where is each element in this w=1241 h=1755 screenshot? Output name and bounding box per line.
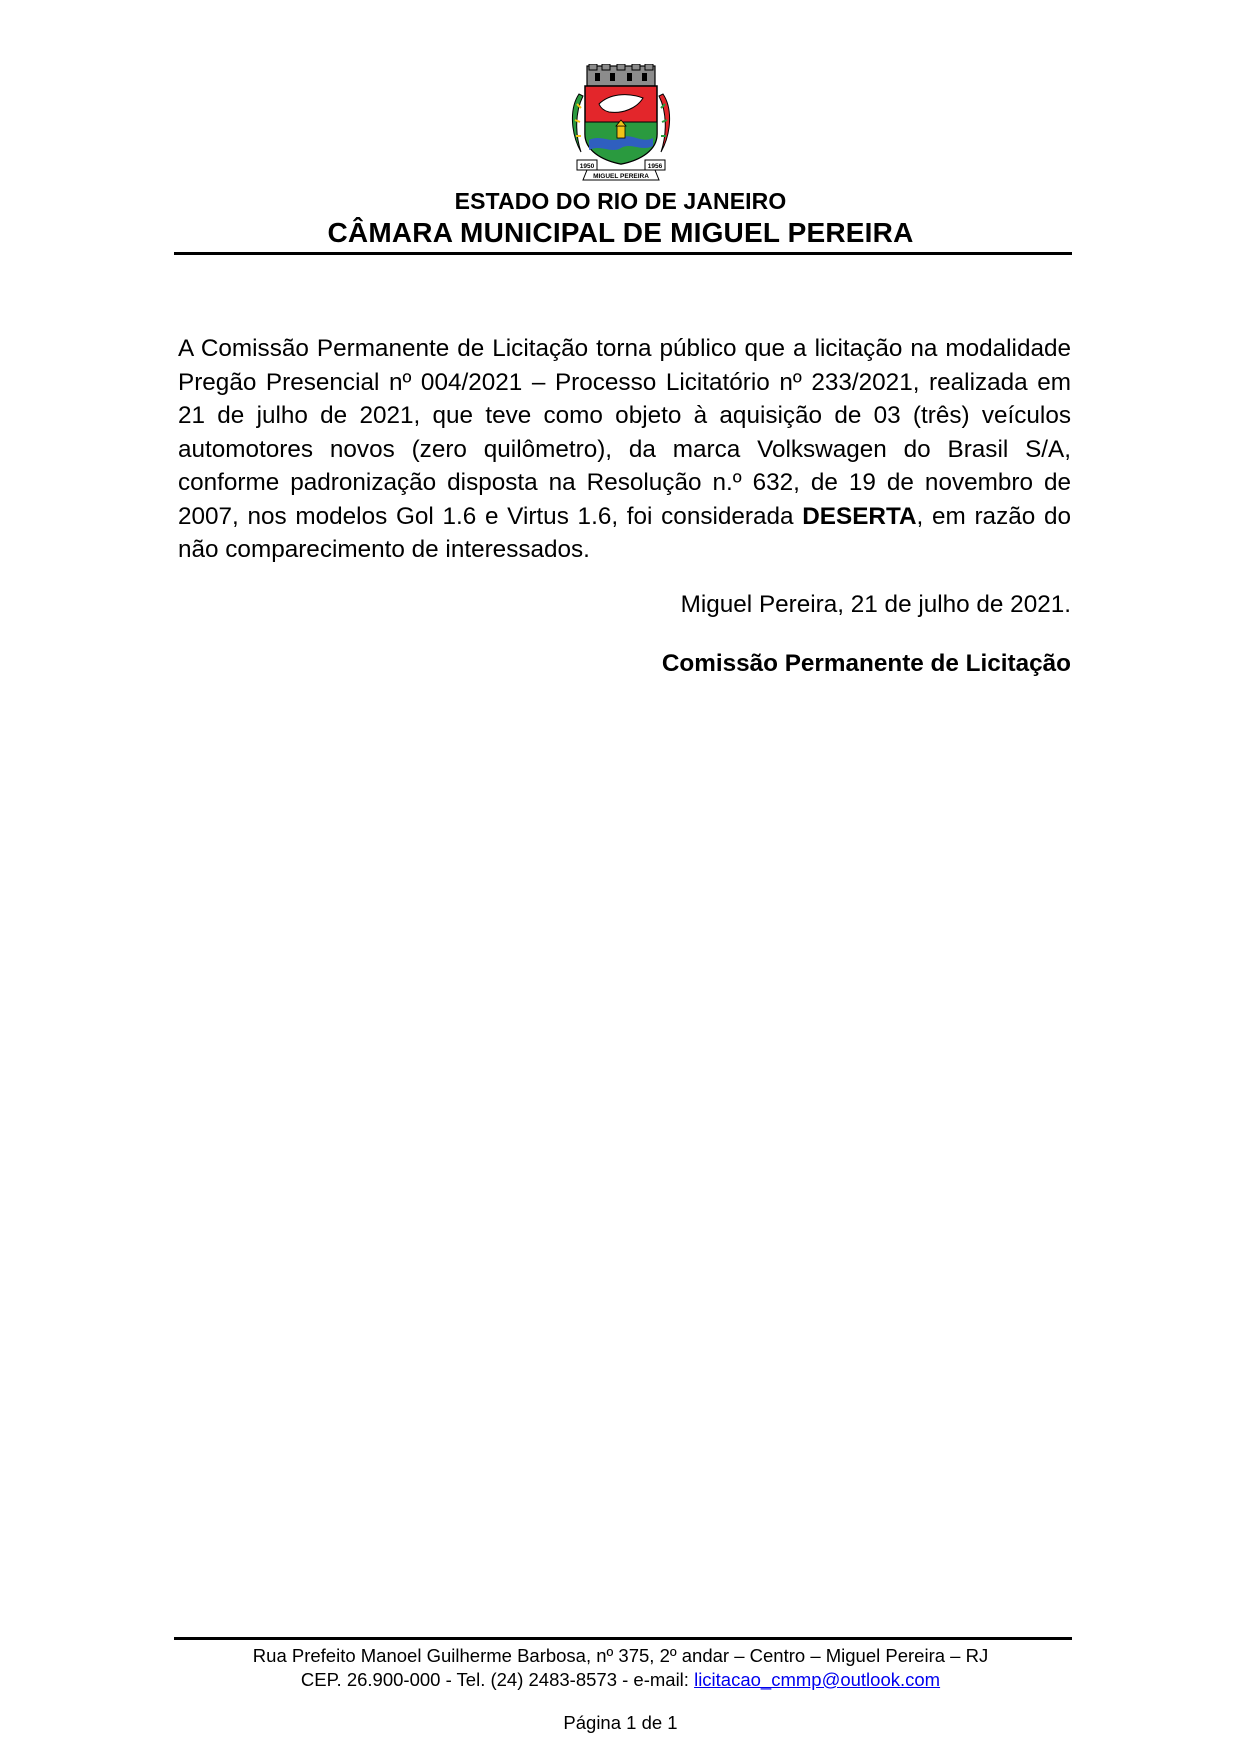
notice-body [178, 332, 1071, 567]
crest-ribbon-text: MIGUEL PEREIRA [593, 173, 649, 180]
page-number: Página 1 de 1 [563, 1712, 678, 1733]
footer-divider [174, 1637, 1072, 1640]
chamber-heading: CÂMARA MUNICIPAL DE MIGUEL PEREIRA [327, 217, 914, 248]
crest-year-right: 1956 [647, 163, 663, 170]
footer-contact [0, 1669, 1241, 1691]
notice-body-start: A Comissão Permanente de Licitação torna público que a licitação na modalidade Pregão Presencial nº 004/2021 – Processo Licitatório nº 233/2021, realizada em 21 de julho de 2021, que teve como objeto à aquisição de 03 (três) veículos automotores novos (zero quilômetro), da marca Volkswagen do Brasil S/A, conforme padronização disposta na Resolução n.º 632, de 19 de novembro de 2007, nos modelos Gol 1.6 e Virtus 1.6, foi considerada [178, 335, 1071, 530]
header-divider [174, 252, 1072, 255]
footer-contact-text: CEP. 26.900-000 - Tel. (24) 2483-8573 - e-mail: [300, 1669, 695, 1690]
notice-body-end: , em razão do não comparecimento de interessados. [178, 502, 1071, 563]
notice-status-bold: DESERTA [802, 502, 917, 530]
state-heading: ESTADO DO RIO DE JANEIRO [454, 188, 787, 214]
notice-signature: Comissão Permanente de Licitação [661, 650, 1071, 677]
notice-date-line: Miguel Pereira, 21 de julho de 2021. [680, 591, 1071, 618]
footer-address: Rua Prefeito Manoel Guilherme Barbosa, nº 375, 2º andar – Centro – Miguel Pereira – RJ [252, 1645, 989, 1666]
municipal-crest-logo [565, 64, 677, 182]
crest-year-left: 1950 [579, 163, 595, 170]
footer-email-link[interactable]: licitacao_cmmp@outlook.com [694, 1669, 941, 1690]
